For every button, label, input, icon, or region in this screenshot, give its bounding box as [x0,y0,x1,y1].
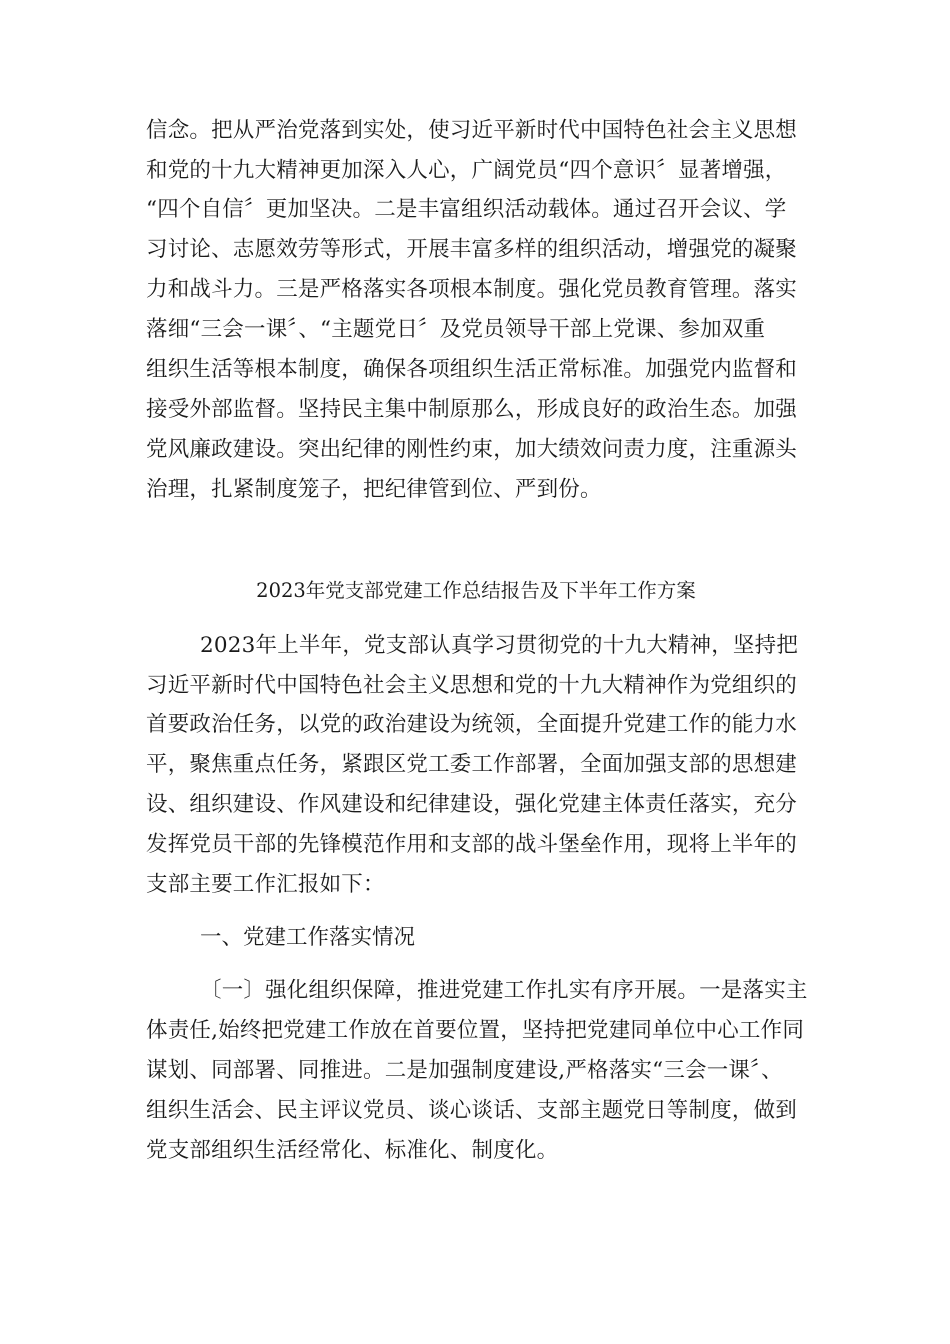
text-line: “四个自信〞更加坚决。二是丰富组织活动载体。通过召开会议、学 [146,197,787,222]
text-line: 落细“三会一课〞、“主题党日〞及党员领导干部上党课、参加双重 [146,317,766,342]
text-line: 党支部组织生活经常化、标准化、制度化。 [146,1138,559,1163]
text-line: 党风廉政建设。突出纪律的刚性约束，加大绩效问责力度，注重源头 [146,437,798,462]
text-line: 发挥党员干部的先锋模范作用和支部的战斗堡垒作用，现将上半年的 [146,832,798,857]
text-line: 习近平新时代中国特色社会主义思想和党的十九大精神作为党组织的 [146,673,798,698]
text-line: 平，聚焦重点任务，紧跟区党工委工作部署，全面加强支部的思想建 [146,752,798,777]
text-line: 力和战斗力。三是严格落实各项根本制度。强化党员教育管理。落实 [146,277,798,302]
text-line: 〔一〕强化组织保障，推进党建工作扎实有序开展。一是落实主 [200,978,808,1003]
text-line: 支部主要工作汇报如下： [146,872,385,897]
text-line: 信念。把从严治党落到实处，使习近平新时代中国特色社会主义思想 [146,118,798,143]
document-title: 2023年党支部党建工作总结报告及下半年工作方案 [256,579,696,602]
text-line: 习讨论、志愿效劳等形式，开展丰富多样的组织活动，增强党的凝聚 [146,237,798,262]
section-heading: 一、党建工作落实情况 [200,925,416,950]
text-line: 组织生活会、民主评议党员、谈心谈话、支部主题党日等制度，做到 [146,1098,798,1123]
text-line: 2023年上半年，党支部认真学习贯彻党的十九大精神，坚持把 [200,633,799,658]
text-line: 设、组织建设、作风建设和纪律建设，强化党建主体责任落实，充分 [146,792,798,817]
text-line: 首要政治任务，以党的政治建设为统领，全面提升党建工作的能力水 [146,712,798,737]
text-line: 和党的十九大精神更加深入人心，广阔党员“四个意识〞显著增强， [146,158,787,183]
text-line: 治理，扎紧制度笼子，把纪律管到位、严到份。 [146,477,602,502]
text-line: 组织生活等根本制度，确保各项组织生活正常标准。加强党内监督和 [146,357,798,382]
text-line: 接受外部监督。坚持民主集中制原那么，形成良好的政治生态。加强 [146,397,798,422]
text-line: 谋划、同部署、同推进。二是加强制度建设,严格落实“三会一课〞、 [146,1058,783,1083]
text-line: 体责任,始终把党建工作放在首要位置，坚持把党建同单位中心工作同 [146,1018,805,1043]
